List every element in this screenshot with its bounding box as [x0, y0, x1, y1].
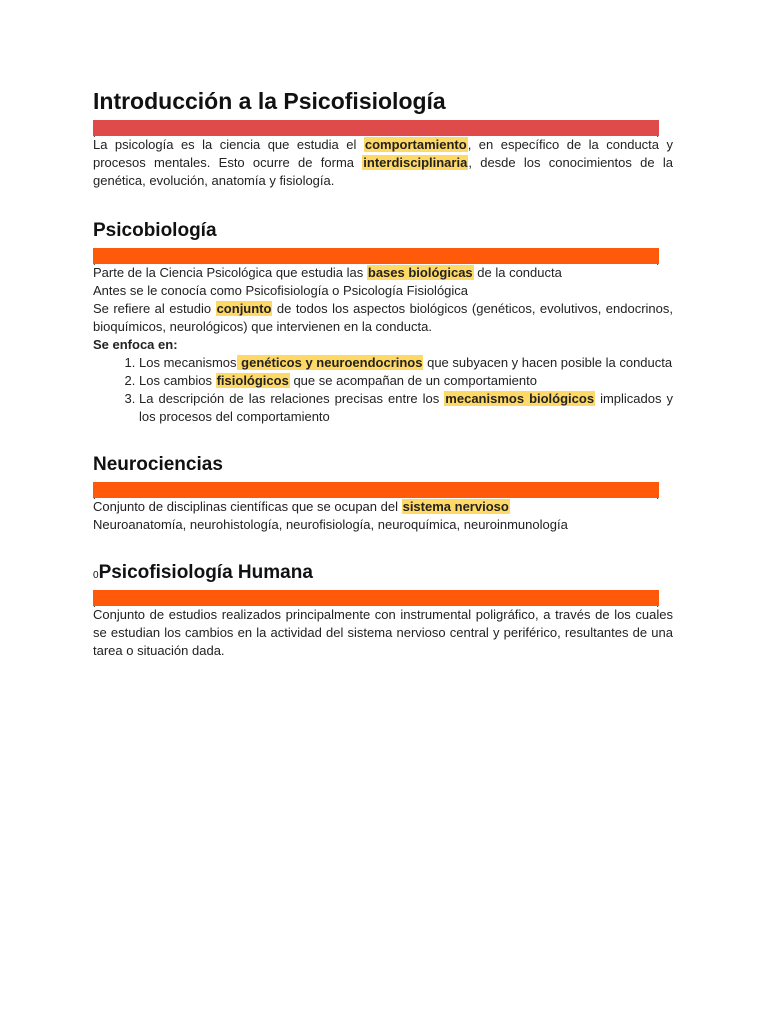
bar-marker: .: [93, 129, 96, 140]
highlight: bases biológicas: [367, 265, 473, 280]
list-item: 1. Los mecanismos genéticos y neuroendocrinos que subyacen y hacen posible la conducta: [139, 354, 673, 372]
focus-list: [93, 354, 673, 426]
paragraph: Conjunto de estudios realizados principalmente con instrumental poligráfico, a través de los cuales se estudian los cambios en la actividad del sistema nervioso central y periférico, resultantes de una tarea o situación dada.: [93, 607, 673, 658]
section-prefix: 0: [93, 570, 99, 581]
section-divider-bar: [93, 120, 659, 140]
paragraph-line: Conjunto de disciplinas científicas que se ocupan del sistema nervioso: [93, 499, 509, 514]
list-item: 3. La descripción de las relaciones precisas entre los mecanismos biológicos implicados y los procesos del comportamiento: [139, 390, 673, 426]
section-divider-bar: [93, 482, 659, 502]
bar-marker: .: [656, 129, 659, 140]
list-item: 2. Los cambios fisiológicos que se acompañan de un comportamiento: [139, 372, 673, 390]
intro-paragraph: La psicología es la ciencia que estudia el comportamiento, en específico de la conducta y procesos mentales. Esto ocurre de forma interdisciplinaria, desde los conocimientos de la genética, evolución, anatomía y fisiología.: [93, 137, 674, 188]
highlight: interdisciplinaria: [363, 155, 468, 170]
paragraph-line: Parte de la Ciencia Psicológica que estudia las bases biológicas de la conducta: [93, 265, 562, 280]
section-divider-bar: [93, 248, 659, 268]
section-psicobiologia: [93, 218, 673, 426]
section-intro: [93, 86, 673, 190]
bar-marker: .: [93, 491, 96, 502]
section-divider-bar: [93, 590, 659, 610]
section-psicofisiologia-humana: [93, 560, 673, 660]
highlight: comportamiento: [364, 137, 467, 152]
highlight: genéticos y neuroendocrinos: [237, 355, 423, 370]
page-title: Introducción a la Psicofisiología: [93, 88, 446, 114]
focus-heading: Se enfoca en:: [93, 337, 178, 352]
paragraph-line: Neuroanatomía, neurohistología, neurofisiología, neuroquímica, neuroinmunología: [93, 517, 568, 532]
bar-marker: .: [656, 491, 659, 502]
paragraph-line: Antes se le conocía como Psicofisiología o Psicología Fisiológica: [93, 283, 469, 298]
document-page: [93, 86, 673, 660]
highlight: conjunto: [216, 301, 272, 316]
bar-marker: .: [93, 257, 96, 268]
section-title: Psicobiología: [93, 220, 217, 241]
bar-marker: .: [93, 599, 96, 610]
highlight: sistema nervioso: [402, 499, 509, 514]
highlight: fisiológicos: [216, 373, 289, 388]
section-title: Neurociencias: [93, 454, 223, 475]
section-neurociencias: [93, 452, 673, 534]
bar-marker: .: [656, 257, 659, 268]
bar-marker: .: [656, 599, 659, 610]
paragraph: Se refiere al estudio conjunto de todos los aspectos biológicos (genéticos, evolutivos, endocrinos, bioquímicos, neurológicos) que intervienen en la conducta.: [93, 301, 673, 334]
highlight: mecanismos biológicos: [445, 391, 595, 406]
section-title: 0Psicofisiología Humana: [93, 562, 313, 583]
